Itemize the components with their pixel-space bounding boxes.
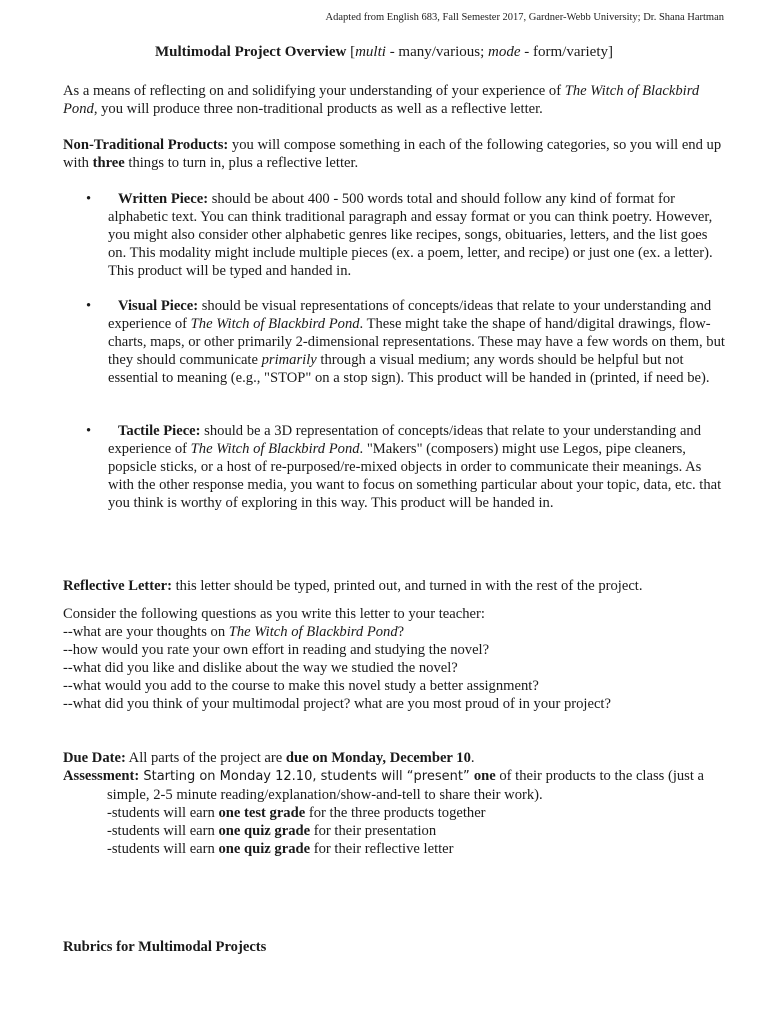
book-title: The Witch of Blackbird Pond [228, 624, 398, 640]
question-5: --what did you think of your multimodal project? what are you most proud of in your project? [63, 696, 611, 712]
grade-3-text: -students will earn [107, 841, 219, 857]
title-bracket-open: [ [346, 44, 356, 60]
due-text: All parts of the project are [125, 750, 286, 766]
title-mode-def: - form/variety] [520, 44, 613, 60]
question-1-text: --what are your thoughts on [63, 624, 229, 640]
grade-3-end: for their reflective letter [310, 841, 454, 857]
due-label: Due Date: [63, 750, 126, 766]
bullet-written: • [86, 191, 92, 207]
reflective-letter-paragraph [63, 577, 723, 595]
tactile-label: Tactile Piece: [118, 423, 201, 439]
tactile-piece [108, 422, 728, 512]
written-text: should be about 400 - 500 words total and should follow any kind of format for alphabetic text. You can think traditional paragraph and essay format or you can think poetry. However, you might also consider other alphabetic genres like recipes, songs, obituaries, letters, and the list goes on. This modality might include multiple pieces (ex. a poem, letter, and recipe) or just one (ex. a letter). This product will be typed and handed in. [108, 191, 713, 279]
reflection-questions [63, 605, 723, 713]
visual-label: Visual Piece: [118, 298, 199, 314]
nontraditional-text-end: things to turn in, plus a reflective letter. [124, 155, 359, 171]
assessment-line-1 [63, 767, 723, 786]
grade-3 [63, 840, 723, 858]
intro-text-end: , you will produce three non-traditional products as well as a reflective letter. [93, 101, 543, 117]
question-1-end: ? [397, 624, 405, 640]
questions-intro: Consider the following questions as you write this letter to your teacher: [63, 606, 485, 622]
grade-2 [63, 822, 723, 840]
due-date-value: due on Monday, December 10 [285, 750, 471, 766]
intro-paragraph [63, 82, 723, 118]
grade-1-type: one test grade [218, 805, 306, 821]
grade-2-end: for their presentation [310, 823, 437, 839]
title-multi-def: - many/various; [385, 44, 489, 60]
assessment-text: Starting on Monday 12.10, students will “present” [139, 769, 474, 784]
intro-text: As a means of reflecting on and solidifying your understanding of your experience of [63, 83, 565, 99]
question-3: --what did you like and dislike about the way we studied the novel? [63, 660, 458, 676]
visual-piece [108, 297, 728, 387]
tactile-text: should be a 3D representation of concepts/ideas that relate to your understanding and experience of [108, 423, 702, 457]
nontraditional-paragraph [63, 136, 723, 172]
assessment-line-2: simple, 2-5 minute reading/explanation/show-and-tell to share their work). [107, 787, 543, 803]
visual-text-2: . These might take the shape of hand/digital drawings, flow-charts, maps, or other primarily 2-dimensional representations. These may have a few words on them, but they should communicate [108, 316, 725, 368]
assessment-label: Assessment: [63, 768, 140, 784]
nontraditional-label: Non-Traditional Products: [63, 137, 229, 153]
title-main: Multimodal Project Overview [155, 44, 347, 60]
grade-1 [63, 804, 723, 822]
question-1 [63, 623, 723, 641]
book-title: The Witch of Blackbird Pond [63, 83, 700, 117]
written-label: Written Piece: [118, 191, 209, 207]
tactile-text-2: . "Makers" (composers) might use Legos, pipe cleaners, popsicle sticks, or a host of re-purposed/re-mixed objects in order to communicate their meanings. As with the other response media, you want to focus on something particular about your topic, data, etc. that you think is worthy of exploring in this way. This product will be handed in. [108, 441, 722, 511]
grade-1-text: -students will earn [107, 805, 219, 821]
reflective-text: this letter should be typed, printed out, and turned in with the rest of the project. [171, 578, 643, 594]
assessment-text-cont: of their products to the class (just a [495, 768, 705, 784]
written-piece [108, 190, 728, 280]
book-title: The Witch of Blackbird Pond [190, 316, 360, 332]
book-title: The Witch of Blackbird Pond [190, 441, 360, 457]
visual-text: should be visual representations of concepts/ideas that relate to your understanding and experience of [108, 298, 712, 332]
visual-text-3: through a visual medium; any words should be helpful but not essential to meaning (e.g., "STOP" on a stop sign). This product will be handed in (printed, if need be). [108, 352, 710, 386]
bullet-visual: • [86, 298, 92, 314]
page-title [0, 44, 768, 61]
rubrics-heading: Rubrics for Multimodal Projects [63, 939, 267, 955]
reflective-label: Reflective Letter: [63, 578, 172, 594]
question-4: --what would you add to the course to make this novel study a better assignment? [63, 678, 539, 694]
one-emphasis: one [473, 768, 496, 784]
due-assessment-block [63, 749, 723, 858]
grade-2-type: one quiz grade [218, 823, 311, 839]
grade-3-type: one quiz grade [218, 841, 311, 857]
nontraditional-text: you will compose something in each of the following categories, so you will end up with [63, 137, 722, 171]
grade-1-end: for the three products together [305, 805, 486, 821]
bullet-tactile: • [86, 423, 92, 439]
title-multi: multi [355, 44, 386, 60]
three-emphasis: three [92, 155, 125, 171]
due-date [63, 749, 723, 767]
grade-2-text: -students will earn [107, 823, 219, 839]
primarily-emphasis: primarily [261, 352, 317, 368]
due-end: . [470, 750, 475, 766]
question-2: --how would you rate your own effort in reading and studying the novel? [63, 642, 490, 658]
source-attribution: Adapted from English 683, Fall Semester 2017, Gardner-Webb University; Dr. Shana Hartman [325, 12, 724, 23]
title-mode: mode [488, 44, 521, 60]
